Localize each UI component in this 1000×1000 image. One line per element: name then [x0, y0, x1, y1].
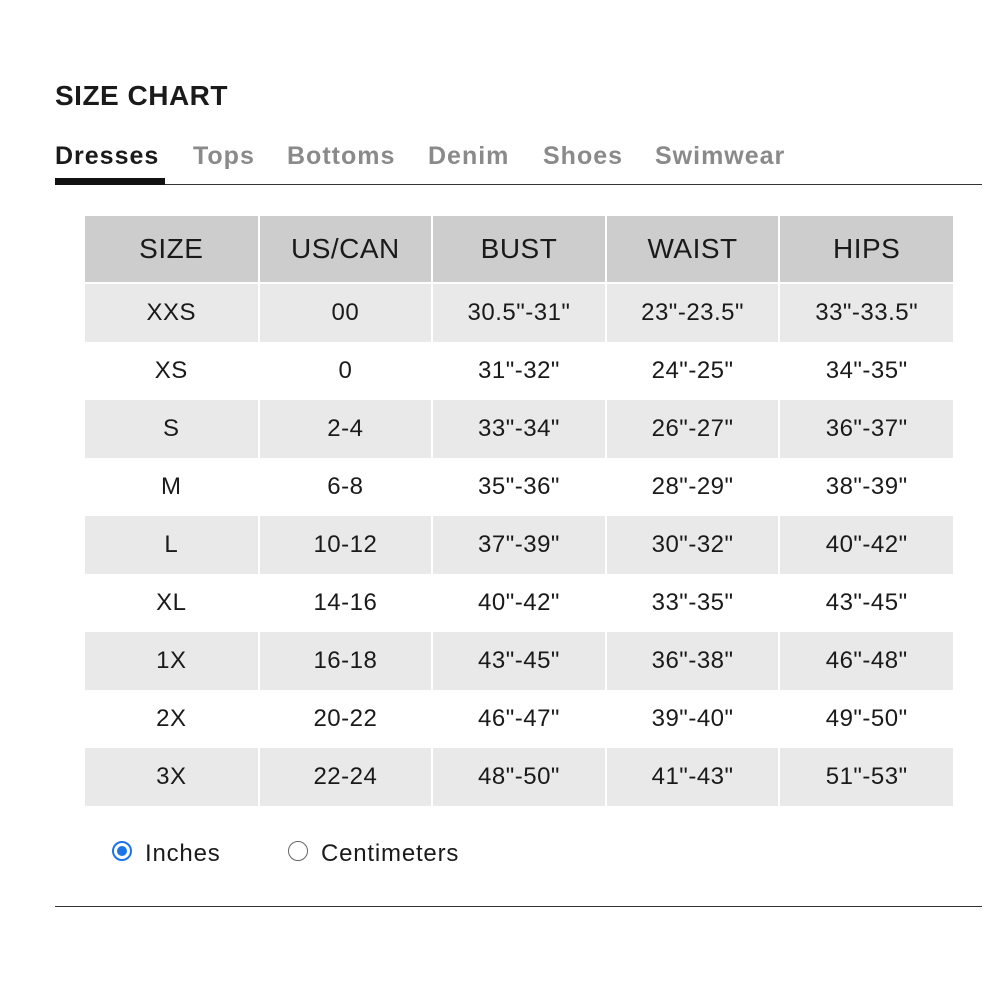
cell-waist: 28"-29"	[606, 458, 780, 516]
cell-size: 2X	[156, 705, 187, 732]
cell-us-can: 22-24	[259, 748, 433, 806]
cell-us-can: 20-22	[259, 690, 433, 748]
cell-us-can: 10-12	[259, 516, 433, 574]
cell-bust: 40"-42"	[432, 574, 606, 632]
cell-size: 3X	[85, 748, 259, 806]
cell-size: M	[161, 473, 182, 500]
active-tab-indicator	[55, 178, 165, 185]
column-header-us-can: US/CAN	[259, 216, 433, 283]
cell-hips: 46"-48"	[779, 632, 953, 690]
cell-size: L	[85, 516, 259, 574]
tab-tops[interactable]: Tops	[193, 142, 255, 170]
cell-size: S	[85, 400, 259, 458]
bottom-divider	[55, 906, 982, 907]
cell-us-can: 6-8	[259, 458, 433, 516]
tab-dresses[interactable]: Dresses	[55, 142, 160, 170]
cell-us-can: 16-18	[259, 632, 433, 690]
column-header-hips: HIPS	[779, 216, 953, 283]
cell-bust: 43"-45"	[432, 632, 606, 690]
cell-hips: 38"-39"	[779, 458, 953, 516]
table-row	[85, 458, 953, 516]
cell-waist: 24"-25"	[606, 342, 780, 400]
tab-denim[interactable]: Denim	[428, 142, 510, 170]
cell-waist: 41"-43"	[606, 748, 780, 806]
table-header-row	[85, 216, 953, 283]
cell-hips: 34"-35"	[779, 342, 953, 400]
cell-size: 1X	[85, 632, 259, 690]
cell-bust: 31"-32"	[432, 342, 606, 400]
tab-bottoms[interactable]: Bottoms	[287, 142, 396, 170]
cell-bust: 33"-34"	[432, 400, 606, 458]
table-row	[85, 574, 953, 632]
category-tabs	[55, 140, 982, 185]
cell-waist: 36"-38"	[606, 632, 780, 690]
table-row	[85, 516, 953, 574]
column-header-bust: BUST	[432, 216, 606, 283]
cell-hips: 40"-42"	[779, 516, 953, 574]
column-header-size: SIZE	[85, 216, 259, 283]
table-row	[85, 632, 953, 690]
cell-us-can: 0	[259, 342, 433, 400]
cell-hips: 49"-50"	[779, 690, 953, 748]
table-row	[85, 400, 953, 458]
cell-bust: 30.5"-31"	[432, 283, 606, 342]
table-row	[85, 342, 953, 400]
table-row	[85, 690, 953, 748]
cell-waist: 23"-23.5"	[606, 283, 780, 342]
centimeters-radio[interactable]	[288, 841, 308, 861]
cell-waist: 26"-27"	[606, 400, 780, 458]
inches-label: Inches	[145, 840, 221, 867]
page-title: SIZE CHART	[55, 80, 228, 111]
centimeters-label: Centimeters	[321, 840, 460, 867]
cell-us-can: 00	[259, 283, 433, 342]
cell-bust: 46"-47"	[432, 690, 606, 748]
tab-shoes[interactable]: Shoes	[543, 142, 624, 170]
cell-hips: 33"-33.5"	[779, 283, 953, 342]
cell-bust: 35"-36"	[432, 458, 606, 516]
cell-us-can: 2-4	[259, 400, 433, 458]
size-chart-table	[85, 216, 953, 806]
cell-size: XS	[154, 357, 188, 384]
cell-hips: 51"-53"	[779, 748, 953, 806]
cell-us-can: 14-16	[259, 574, 433, 632]
cell-waist: 39"-40"	[606, 690, 780, 748]
cell-size: XL	[156, 589, 187, 616]
cell-hips: 43"-45"	[779, 574, 953, 632]
cell-hips: 36"-37"	[779, 400, 953, 458]
inches-radio[interactable]	[112, 841, 132, 861]
cell-size: XXS	[85, 283, 259, 342]
table-row	[85, 283, 953, 342]
cell-waist: 33"-35"	[606, 574, 780, 632]
column-header-waist: WAIST	[606, 216, 780, 283]
table-row	[85, 748, 953, 806]
cell-waist: 30"-32"	[606, 516, 780, 574]
cell-bust: 48"-50"	[432, 748, 606, 806]
tab-swimwear[interactable]: Swimwear	[655, 142, 786, 170]
cell-bust: 37"-39"	[432, 516, 606, 574]
